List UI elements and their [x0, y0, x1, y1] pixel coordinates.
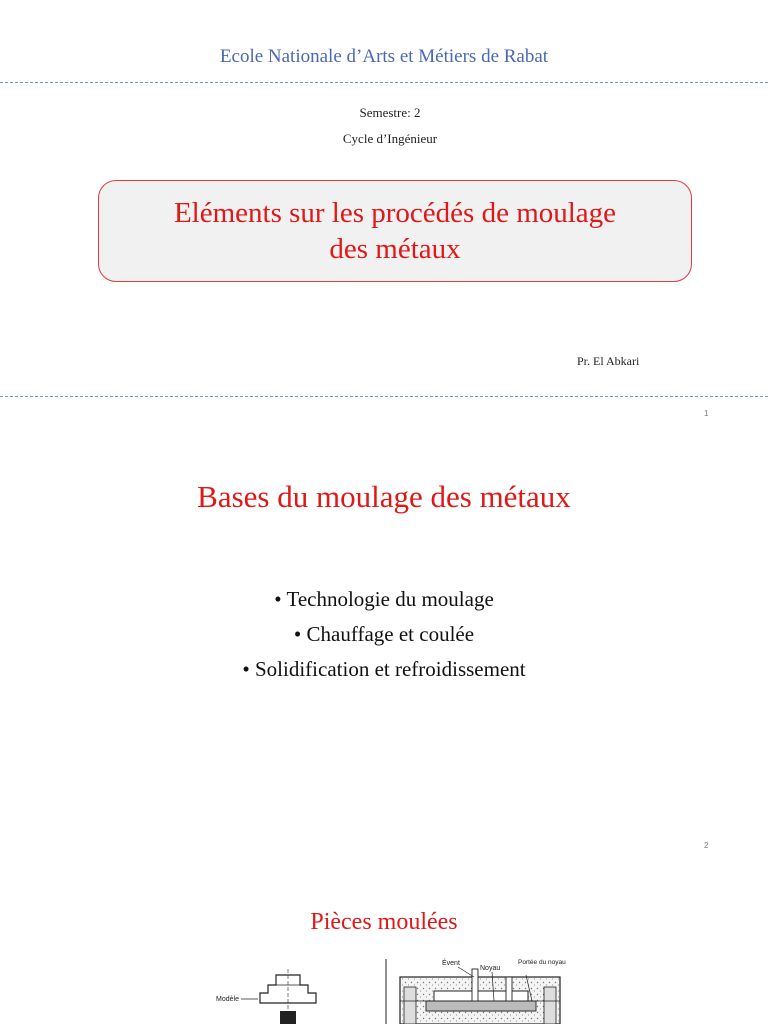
semester-label: Semestre: 2	[359, 105, 421, 120]
vent-label: Évent	[442, 960, 460, 967]
course-title-line-2: des métaux	[329, 233, 461, 265]
mould-with-core	[400, 969, 560, 1024]
course-title-box	[98, 180, 692, 282]
slide-divider	[0, 396, 768, 397]
slide-2-title: Bases du moulage des métaux	[197, 479, 571, 514]
page-number-1: 1	[704, 409, 709, 418]
casting-diagram-figure	[176, 951, 566, 1024]
bullet-item: • Chauffage et coulée	[293, 622, 475, 646]
header-divider	[0, 82, 768, 83]
model-pattern-shape	[260, 969, 316, 1024]
casting-diagram	[176, 951, 566, 1024]
cycle-label: Cycle d’Ingénieur	[342, 131, 438, 146]
bullet-item: • Solidification et refroidissement	[242, 657, 526, 681]
school-name: Ecole Nationale d’Arts et Métiers de Rabat	[219, 46, 549, 67]
slide-3-title: Pièces moulées	[310, 909, 458, 935]
core-seat-label: Portée du noyau	[518, 959, 566, 966]
page-number-2: 2	[704, 841, 709, 850]
bullet-list	[0, 582, 768, 687]
bullet-item: • Technologie du moulage	[274, 587, 494, 611]
model-label: Modèle	[216, 996, 239, 1003]
course-title-line-1: Eléments sur les procédés de moulage	[173, 197, 617, 229]
author-name: Pr. El Abkari	[577, 354, 640, 368]
core-label: Noyau	[480, 965, 501, 972]
